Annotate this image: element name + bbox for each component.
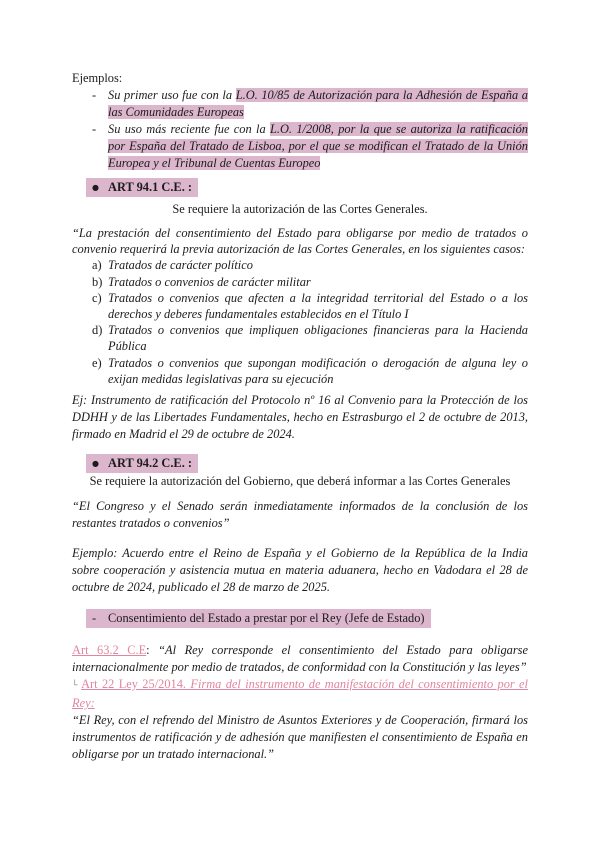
king-consent-heading: [86, 609, 528, 628]
art-94-2-title: ART 94.2 C.E. :: [108, 456, 193, 471]
list-item: [72, 121, 528, 172]
list-item-lead: Su primer uso fue con la: [108, 88, 233, 102]
case-marker: e): [92, 355, 102, 370]
art-94-1-example: Ej: Instrumento de ratificación del Protocolo nº 16 al Convenio para la Protección de los DDHH y de las Libertades Fundamentales, hecho en Estrasburgo el 2 de octubre de 2013, firmado en Madrid el 29 de octubre de 2024.: [72, 393, 528, 442]
art-63-2-quote: “Al Rey corresponde el consentimiento del Estado para obligarse internacionalmente por medio de tratados, de conformidad con la Constitución y las leyes”: [72, 643, 528, 675]
art-22-link-title: Firma del instrumento de manifestación del consentimiento por el Rey:: [72, 677, 528, 711]
case-text: Tratados o convenios que supongan modificación o derogación de alguna ley o exijan medidas legislativas para su ejecución: [108, 355, 528, 386]
dash-marker: -: [92, 611, 97, 626]
art-94-1-heading: [86, 178, 528, 197]
list-item: [72, 87, 528, 121]
case-marker: d): [92, 323, 103, 338]
list-item: [72, 355, 528, 387]
art-94-2-summary: Se requiere la autorización del Gobierno, que deberá informar a las Cortes Generales: [89, 474, 511, 489]
examples-heading: Ejemplos:: [72, 71, 123, 85]
case-text: Tratados de carácter político: [108, 258, 253, 273]
list-item: [72, 322, 528, 354]
case-marker: c): [92, 290, 102, 305]
highlighted-text: L.O. 1/2008, por la que se autoriza la ratificación por España del Tratado de Lisboa, por el que se modifican el Tratado de la Unión Europea y el Tribunal de Cuentas Europeo: [108, 122, 528, 170]
art-22-link[interactable]: [72, 677, 528, 710]
case-marker: a): [92, 258, 102, 273]
art-63-2-link[interactable]: Art 63.2 C.E: [72, 643, 147, 658]
list-item: [72, 257, 528, 273]
case-text: Tratados o convenios que impliquen obligaciones financieras para la Hacienda Pública: [108, 323, 528, 354]
art-94-2-example: Ejemplo: Acuerdo entre el Reino de España y el Gobierno de la República de la India sobre cooperación y asistencia mutua en materia aduanera, hecho en Vadodara el 28 de octubre de 2024, publicado el 28 de marzo de 2025.: [72, 546, 528, 595]
list-item-lead: Su uso más reciente fue con la: [108, 122, 266, 136]
case-text: Tratados o convenios de carácter militar: [108, 274, 311, 289]
king-consent-highlight: [86, 609, 431, 628]
art-94-2-heading: [86, 454, 528, 473]
case-text: Tratados o convenios que afecten a la integridad territorial del Estado o a los derechos y deberes fundamentales establecidos en el Título I: [108, 290, 528, 322]
examples-list: [72, 87, 528, 172]
king-consent-quote: “El Rey, con el refrendo del Ministro de Asuntos Exteriores y de Cooperación, firmará los instrumentos de ratificación y de adhesión que manifiesten el consentimiento de España en obligarse por un tratado internacional.”: [72, 713, 528, 762]
art-94-1-highlight: [86, 178, 198, 197]
art-94-1-title: ART 94.1 C.E. :: [108, 180, 193, 194]
list-item: [72, 290, 528, 322]
art-94-1-quote-block: [72, 225, 528, 387]
art-94-1-cases-list: [72, 257, 528, 387]
king-consent-title: Consentimiento del Estado a prestar por el Rey (Jefe de Estado): [108, 611, 425, 626]
case-marker: b): [92, 274, 103, 289]
art-63-2-paragraph: [72, 642, 528, 676]
sub-reference-icon: └: [72, 681, 78, 692]
art-94-2-quote: “El Congreso y el Senado serán inmediatamente informados de la conclusión de los restantes tratados o convenios”: [72, 499, 528, 531]
bullet-icon: ●: [92, 183, 99, 192]
art-22-reference: [72, 676, 528, 712]
list-item: [72, 274, 528, 290]
art-63-2-separator: :: [146, 643, 150, 658]
document-body: [72, 70, 528, 763]
art-22-link-ref: Art 22 Ley 25/2014.: [81, 677, 187, 692]
highlighted-text: L.O. 10/85 de Autorización para la Adhesión de España a las Comunidades Europeas: [108, 88, 528, 119]
dash-marker: -: [92, 122, 97, 136]
art-94-1-summary: Se requiere la autorización de las Cortes Generales.: [172, 202, 428, 216]
art-94-2-highlight: [86, 454, 198, 473]
list-item-text: [108, 87, 528, 121]
art-94-1-quote-intro: “La prestación del consentimiento del Estado para obligarse por medio de tratados o convenio requerirá la previa autorización de las Cortes Generales, en los siguientes casos:: [72, 226, 528, 257]
list-item-text: [108, 121, 528, 172]
bullet-icon: ●: [92, 459, 99, 469]
dash-marker: -: [92, 88, 97, 102]
